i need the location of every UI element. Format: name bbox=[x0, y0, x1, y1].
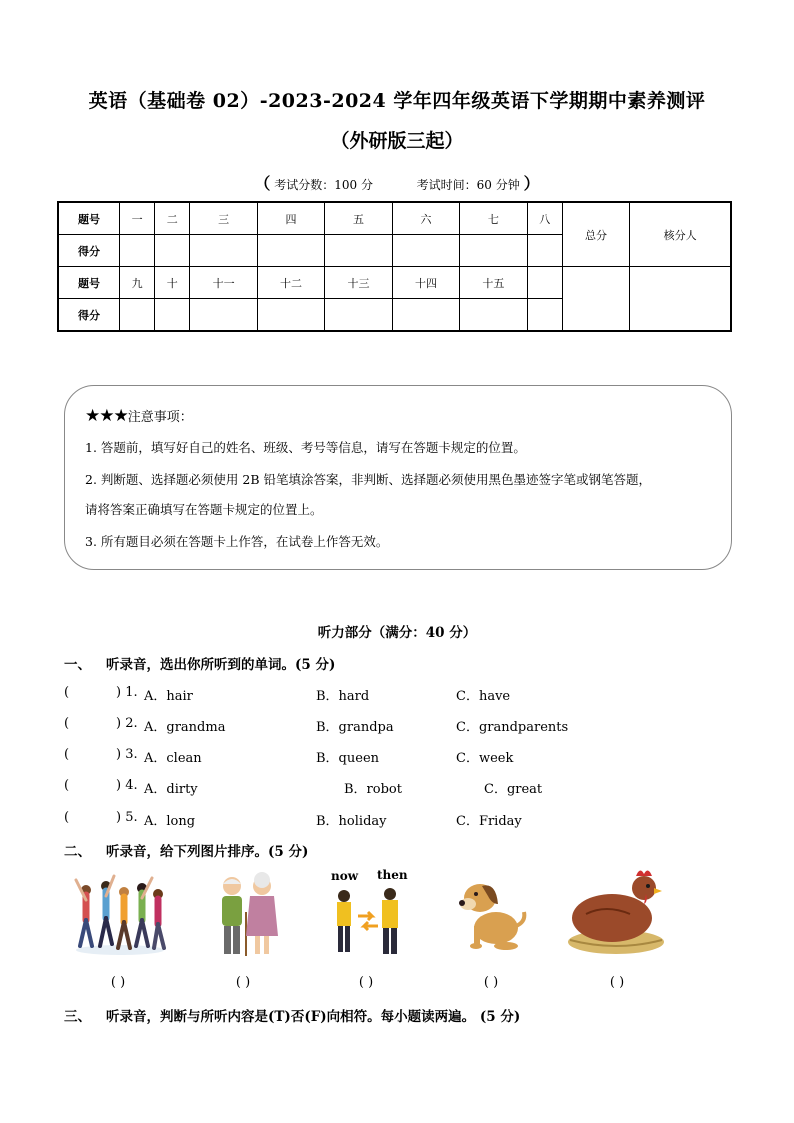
option-b: B．queen bbox=[316, 751, 380, 766]
option-c: C．great bbox=[484, 782, 543, 797]
score-cell[interactable] bbox=[257, 299, 324, 332]
title-line-2: （外研版三起） bbox=[330, 130, 464, 152]
score-table-label: 题号 bbox=[58, 267, 120, 299]
dog-picture bbox=[456, 876, 528, 952]
question-text: 听录音，选出你所听到的单词。(5 分) bbox=[106, 657, 336, 673]
question-text: 听录音，判断与所听内容是(T)否(F)向相符。每小题读两遍。 (5 分) bbox=[106, 1009, 521, 1025]
order-answer-paren[interactable]: ( ) bbox=[235, 975, 251, 990]
score-cell[interactable] bbox=[460, 235, 527, 267]
notice-heading bbox=[85, 406, 193, 426]
score-cell[interactable] bbox=[460, 299, 527, 332]
question-number: 十四 bbox=[392, 267, 459, 299]
option-a: A．grandma bbox=[144, 720, 226, 735]
option-c: C．week bbox=[456, 751, 514, 766]
question-3-heading bbox=[64, 1005, 520, 1025]
option-b: B．robot bbox=[344, 782, 402, 797]
score-cell[interactable] bbox=[392, 235, 459, 267]
score-cell[interactable] bbox=[325, 299, 392, 332]
question-number: 十 bbox=[155, 267, 190, 299]
score-table-label: 得分 bbox=[58, 299, 120, 332]
question-number: 三、 bbox=[64, 1009, 91, 1025]
question-text: 听录音，给下列图片排序。(5 分) bbox=[106, 844, 309, 860]
score-cell[interactable] bbox=[120, 299, 155, 332]
question-number: 九 bbox=[120, 267, 155, 299]
order-answer-paren[interactable]: ( ) bbox=[483, 975, 499, 990]
question-number: 十三 bbox=[325, 267, 392, 299]
question-number: 一、 bbox=[64, 657, 91, 673]
checker-label: 核分人 bbox=[630, 202, 731, 267]
question-number: 十一 bbox=[190, 267, 257, 299]
order-answer-paren[interactable]: ( ) bbox=[110, 975, 126, 990]
notice-item-1: 1. 答题前，填写好自己的姓名、班级、考号等信息，请写在答题卡规定的位置。 bbox=[85, 440, 526, 455]
stars-icon: ★★★ bbox=[85, 406, 128, 426]
item-number: ) 2. bbox=[116, 716, 138, 731]
score-cell[interactable] bbox=[257, 235, 324, 267]
item-number: ) 4. bbox=[116, 778, 138, 793]
question-number: 七 bbox=[460, 202, 527, 235]
item-number: ) 3. bbox=[116, 747, 138, 762]
listening-section-title: 听力部分（满分：40 分） bbox=[317, 625, 477, 641]
notice-item-3: 3. 所有题目必须在答题卡上作答，在试卷上作答无效。 bbox=[85, 534, 389, 549]
now-then-picture bbox=[332, 886, 404, 956]
notice-heading-text: 注意事项： bbox=[127, 410, 193, 425]
question-number bbox=[527, 267, 562, 299]
exam-score: 考试分数：100 分 bbox=[274, 178, 373, 192]
notice-item-2: 2. 判断题、选择题必须使用 2B 铅笔填涂答案，非判断、选择题必须使用黑色墨迹签字笔或钢笔答题， bbox=[85, 472, 651, 487]
question-number: 十五 bbox=[460, 267, 527, 299]
option-b: B．grandpa bbox=[316, 720, 394, 735]
score-cell[interactable] bbox=[392, 299, 459, 332]
order-answer-paren[interactable]: ( ) bbox=[609, 975, 625, 990]
question-number: 四 bbox=[257, 202, 324, 235]
grandparents-picture bbox=[212, 872, 282, 958]
score-table-label: 题号 bbox=[58, 202, 120, 235]
question-number: 二 bbox=[155, 202, 190, 235]
option-c: C．Friday bbox=[456, 814, 522, 829]
option-c: C．have bbox=[456, 689, 511, 704]
score-cell[interactable] bbox=[190, 299, 257, 332]
order-answer-paren[interactable]: ( ) bbox=[358, 975, 374, 990]
hen-picture bbox=[566, 862, 666, 958]
score-cell[interactable] bbox=[325, 235, 392, 267]
question-number: 五 bbox=[325, 202, 392, 235]
score-cell[interactable] bbox=[527, 299, 562, 332]
notice-box bbox=[64, 385, 732, 570]
question-number: 三 bbox=[190, 202, 257, 235]
item-number: ) 1. bbox=[116, 685, 138, 700]
question-number: 六 bbox=[392, 202, 459, 235]
option-b: B．holiday bbox=[316, 814, 387, 829]
notice-item-2-cont: 请将答案正确填写在答题卡规定的位置上。 bbox=[85, 502, 323, 517]
score-cell[interactable] bbox=[527, 235, 562, 267]
exam-info bbox=[0, 171, 794, 194]
title-line-1: 英语（基础卷 02）-2023-2024 学年四年级英语下学期期中素养测评 bbox=[88, 90, 706, 112]
answer-paren[interactable]: ( bbox=[64, 810, 70, 825]
total-score-cell[interactable] bbox=[562, 267, 629, 332]
score-table bbox=[57, 201, 732, 332]
question-2-heading bbox=[64, 840, 308, 860]
question-number: 八 bbox=[527, 202, 562, 235]
answer-paren[interactable]: ( bbox=[64, 778, 70, 793]
score-cell[interactable] bbox=[155, 235, 190, 267]
option-a: A．clean bbox=[144, 751, 202, 766]
answer-paren[interactable]: ( bbox=[64, 716, 70, 731]
total-score-label: 总分 bbox=[562, 202, 629, 267]
option-a: A．dirty bbox=[144, 782, 198, 797]
score-cell[interactable] bbox=[155, 299, 190, 332]
item-number: ) 5. bbox=[116, 810, 138, 825]
option-a: A．long bbox=[144, 814, 196, 829]
option-b: B．hard bbox=[316, 689, 370, 704]
open-paren: （ bbox=[254, 174, 271, 193]
score-cell[interactable] bbox=[120, 235, 155, 267]
question-number: 一 bbox=[120, 202, 155, 235]
checker-cell[interactable] bbox=[630, 267, 731, 332]
option-c: C．grandparents bbox=[456, 720, 569, 735]
option-a: A．hair bbox=[144, 689, 193, 704]
exam-time: 考试时间：60 分钟 bbox=[416, 178, 520, 192]
then-label: then bbox=[377, 868, 408, 882]
question-1-heading bbox=[64, 653, 335, 673]
score-table-label: 得分 bbox=[58, 235, 120, 267]
close-paren: ） bbox=[523, 174, 540, 193]
answer-paren[interactable]: ( bbox=[64, 685, 70, 700]
score-cell[interactable] bbox=[190, 235, 257, 267]
answer-paren[interactable]: ( bbox=[64, 747, 70, 762]
dancing-people-picture bbox=[72, 872, 168, 956]
question-number: 二、 bbox=[64, 844, 91, 860]
now-label: now bbox=[331, 869, 359, 883]
question-number: 十二 bbox=[257, 267, 324, 299]
